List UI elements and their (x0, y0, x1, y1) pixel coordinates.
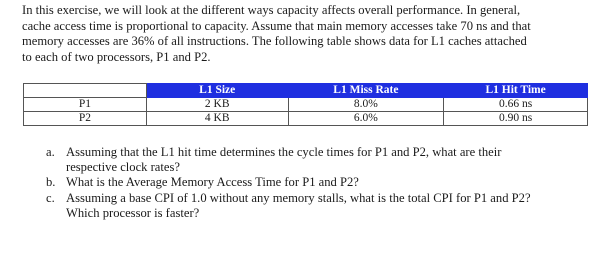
intro-line: In this exercise, we will look at the different ways capacity affects overall performance. In general, (22, 3, 521, 17)
l1-size-cell: 2 KB (146, 98, 288, 112)
l1-miss-rate-cell: 6.0% (288, 112, 444, 126)
intro-paragraph (22, 3, 590, 65)
question-line: Which processor is faster? (66, 205, 200, 220)
table-header (24, 84, 588, 98)
header-l1-miss-rate: L1 Miss Rate (288, 84, 444, 98)
l1-size-cell: 4 KB (146, 112, 288, 126)
intro-line: cache access time is proportional to capacity. Assume that main memory accesses take 70 ns and that (22, 18, 531, 33)
processor-name-cell: P2 (24, 112, 147, 126)
l1-hit-time-cell: 0.90 ns (444, 112, 588, 126)
cache-data-table (23, 83, 588, 126)
question-marker: a. (46, 145, 55, 159)
processor-name-cell: P1 (24, 98, 147, 112)
question-item (46, 175, 606, 190)
intro-line: memory accesses are 36% of all instructions. The following table shows data for L1 caches attached (22, 34, 527, 49)
intro-line: to each of two processors, P1 and P2. (22, 49, 211, 64)
question-list (46, 145, 606, 221)
table-row (24, 112, 588, 126)
l1-hit-time-cell: 0.66 ns (444, 98, 588, 112)
question-line: respective clock rates? (66, 160, 180, 175)
question-line: What is the Average Memory Access Time for P1 and P2? (66, 175, 359, 190)
header-l1-hit-time: L1 Hit Time (444, 84, 588, 98)
question-marker: b. (46, 175, 56, 190)
header-blank-cell (24, 84, 147, 98)
question-item (46, 145, 606, 175)
question-marker: c. (46, 190, 55, 205)
question-item (46, 191, 606, 221)
header-l1-size: L1 Size (146, 84, 288, 98)
l1-miss-rate-cell: 8.0% (288, 98, 444, 112)
table-row (24, 98, 588, 112)
question-line: Assuming a base CPI of 1.0 without any memory stalls, what is the total CPI for P1 and P2? (66, 190, 531, 205)
table-header-row (24, 84, 588, 98)
question-line: Assuming that the L1 hit time determines the cycle times for P1 and P2, what are their (66, 145, 502, 159)
table-body (24, 98, 588, 126)
